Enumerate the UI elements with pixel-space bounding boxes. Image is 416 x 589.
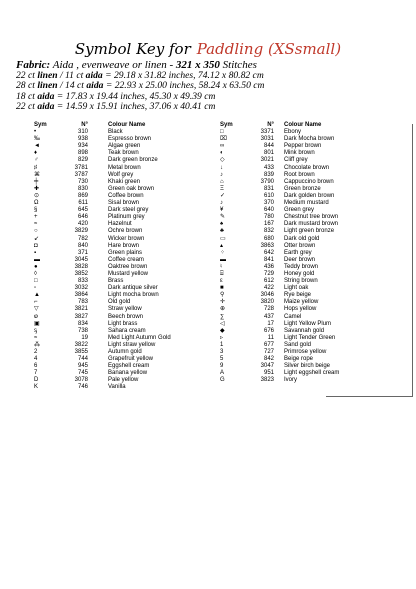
- colour-name: Honey gold: [284, 270, 315, 277]
- key-symbol: ≈: [34, 334, 38, 341]
- key-symbol: ▭: [220, 235, 226, 242]
- colour-name: Light green bronze: [284, 228, 335, 235]
- colour-name: Dark Mocha brown: [284, 136, 335, 143]
- dmc-number: 829: [77, 157, 88, 164]
- dmc-number: 3031: [260, 136, 274, 143]
- key-symbol: ⁘: [220, 249, 226, 256]
- key-symbol: ◆: [220, 327, 225, 334]
- key-symbol: 9: [220, 363, 224, 370]
- colour-name: Camel: [284, 313, 302, 320]
- colour-name: Dark steel grey: [108, 207, 149, 214]
- key-symbol: ▴: [220, 242, 224, 249]
- key-symbol: ⊕: [220, 306, 226, 313]
- colour-name: Black: [108, 129, 123, 136]
- key-symbol: ◁: [220, 320, 225, 327]
- colour-name: Light brass: [108, 320, 138, 327]
- dmc-number: 645: [77, 207, 88, 214]
- key-symbol: 3: [220, 349, 224, 355]
- colour-name: Otter brown: [284, 242, 316, 249]
- dmc-number: 831: [263, 185, 274, 192]
- size-line-post: = 14.59 x 15.91 inches, 37.06 x 40.41 cm: [54, 101, 216, 113]
- key-symbol: ¥: [220, 207, 224, 214]
- colour-name: Maize yellow: [284, 299, 319, 306]
- colour-name: Wolf grey: [108, 171, 134, 178]
- key-symbol: ╪: [34, 178, 39, 185]
- key-symbol: Ξ: [220, 185, 224, 192]
- dmc-number: 3790: [260, 178, 274, 185]
- key-symbol: ⁂: [34, 341, 40, 348]
- dmc-number: 832: [263, 228, 274, 235]
- stitch-count: 321 x 350: [175, 59, 220, 71]
- dmc-number: 680: [263, 235, 274, 242]
- size-line-a: aida: [37, 90, 55, 102]
- colour-name: Green grey: [284, 207, 315, 214]
- key-symbol: ⌧: [220, 136, 227, 143]
- key-symbol: ●: [34, 263, 38, 270]
- key-symbol: ∞: [220, 143, 225, 150]
- fabric-text: Aida , evenweave or linen -: [50, 59, 176, 71]
- dmc-number: 834: [77, 320, 88, 327]
- size-lines: [16, 71, 410, 113]
- key-symbol: ⌐: [34, 299, 38, 306]
- colour-name: Rye beige: [284, 292, 312, 299]
- dmc-number: 3045: [74, 256, 88, 263]
- key-symbol: ♦: [34, 150, 38, 157]
- dmc-number: 3046: [260, 292, 274, 299]
- key-symbol: ⱷ: [34, 313, 38, 320]
- key-symbol: •: [34, 129, 37, 136]
- key-symbol: □: [34, 278, 38, 285]
- key-symbol: ∑: [220, 313, 225, 320]
- size-line-pre: 22 ct: [16, 69, 38, 81]
- colour-name: Sisal brown: [108, 200, 140, 207]
- title-main: Symbol Key for: [74, 40, 191, 58]
- dmc-number: 422: [263, 285, 274, 292]
- key-symbol: ♣: [220, 228, 224, 235]
- key-symbol: ▬: [34, 256, 40, 263]
- dmc-number: 610: [263, 192, 274, 199]
- header-sym: Sym: [34, 122, 47, 128]
- colour-name: Dark mustard brown: [284, 221, 339, 228]
- colour-name: Light straw yellow: [108, 341, 156, 348]
- colour-name: Mustard yellow: [108, 270, 149, 277]
- colour-name: Silver birch beige: [284, 363, 331, 370]
- key-symbol: ‰: [34, 136, 40, 143]
- key-symbol: ◇: [220, 157, 225, 164]
- key-symbol: ✎: [220, 214, 226, 221]
- dmc-number: 640: [263, 207, 274, 214]
- size-line-pre: 18 ct: [16, 90, 38, 102]
- colour-name: Light Tender Green: [284, 334, 336, 341]
- dmc-number: 371: [77, 249, 88, 256]
- dmc-number: 19: [81, 334, 88, 341]
- key-symbol: A: [220, 370, 225, 377]
- key-symbol: ▪: [34, 249, 37, 256]
- stitch-suffix: Stitches: [219, 59, 257, 71]
- dmc-number: 437: [263, 313, 274, 320]
- dmc-number: 938: [77, 136, 88, 143]
- table-frame: [326, 124, 413, 397]
- dmc-number: 3852: [74, 270, 88, 277]
- key-symbol: §: [34, 207, 38, 214]
- dmc-number: 839: [263, 171, 274, 178]
- header-colour-name: Colour Name: [284, 122, 322, 128]
- size-line-post: = 29.18 x 31.82 inches, 74.12 x 80.82 cm: [102, 69, 264, 81]
- colour-name: Pepper brown: [284, 143, 322, 150]
- colour-name: Platinum grey: [108, 214, 145, 221]
- key-symbol: ◊: [34, 270, 37, 277]
- key-symbol: ⌸: [220, 270, 224, 277]
- dmc-number: 738: [77, 327, 88, 334]
- colour-name: Beech brown: [108, 313, 144, 320]
- key-symbol: ▽: [34, 306, 39, 313]
- colour-name: Green bronze: [284, 185, 321, 192]
- key-symbol: ♠: [220, 221, 224, 228]
- colour-name: Earth grey: [284, 249, 312, 256]
- dmc-number: 3781: [74, 164, 88, 171]
- dmc-number: 951: [263, 370, 274, 377]
- colour-name: Brass: [108, 278, 124, 285]
- dmc-number: 744: [77, 356, 88, 363]
- dmc-number: 3047: [260, 363, 274, 370]
- size-line-pre: 28 ct: [16, 80, 38, 92]
- key-symbol: ◘: [34, 242, 38, 249]
- fabric-size-line: [16, 102, 410, 113]
- size-line-a: linen: [37, 80, 58, 92]
- colour-name: Savannah gold: [284, 327, 325, 334]
- colour-name: Chestnut tree brown: [284, 214, 339, 221]
- dmc-number: 833: [77, 278, 88, 285]
- dmc-number: 3863: [260, 242, 274, 249]
- key-symbol: ε: [220, 278, 223, 285]
- colour-name: Teak brown: [108, 150, 139, 157]
- dmc-number: 728: [263, 306, 274, 313]
- colour-name: Cappuccino brown: [284, 178, 334, 185]
- header-number: N°: [267, 122, 274, 128]
- dmc-number: 3828: [74, 263, 88, 270]
- dmc-number: 729: [263, 270, 274, 277]
- dmc-number: 677: [263, 341, 274, 348]
- key-symbol: D: [34, 377, 39, 384]
- key-symbol: ✚: [34, 185, 40, 192]
- colour-name: Mink brown: [284, 150, 315, 157]
- colour-name: Vanilla: [108, 384, 126, 391]
- dmc-number: 3823: [260, 377, 274, 384]
- size-line-a: aida: [37, 101, 55, 113]
- dmc-number: 869: [77, 192, 88, 199]
- key-symbol: 6: [34, 363, 38, 370]
- key-symbol: ♪: [220, 171, 223, 178]
- title-pattern-name: Paddling (XSsmall): [196, 40, 342, 58]
- colour-name: Hazelnut: [108, 221, 132, 228]
- colour-name: Old gold: [108, 299, 131, 306]
- key-symbol: 5: [220, 356, 224, 363]
- key-symbol: G: [220, 377, 225, 384]
- key-symbol: ↓: [220, 164, 223, 171]
- dmc-number: 782: [77, 235, 88, 242]
- colour-name: Espresso brown: [108, 136, 152, 143]
- header-sym: Sym: [220, 122, 233, 128]
- colour-name: Light mocha brown: [108, 292, 159, 299]
- colour-name: Chocolate brown: [284, 164, 330, 171]
- colour-name: Root brown: [284, 171, 315, 178]
- colour-name: Coffee cream: [108, 256, 144, 263]
- dmc-number: 433: [263, 164, 274, 171]
- colour-name: Straw yellow: [108, 306, 142, 313]
- size-line-pre: 22 ct: [16, 101, 38, 113]
- dmc-number: 780: [263, 214, 274, 221]
- dmc-number: 611: [78, 200, 88, 207]
- key-symbol: ⊙: [34, 192, 40, 199]
- key-symbol: 7: [34, 370, 38, 377]
- dmc-number: 840: [77, 242, 88, 249]
- colour-name: Light Yellow Plum: [284, 320, 332, 327]
- colour-name: Light oak: [284, 285, 309, 292]
- header-number: N°: [81, 122, 88, 128]
- colour-name: Green oak brown: [108, 185, 155, 192]
- size-line-post: = 17.83 x 19.44 inches, 45.30 x 49.39 cm: [54, 90, 216, 102]
- dmc-number: 3021: [260, 157, 274, 164]
- key-symbol: 4: [34, 356, 38, 363]
- key-symbol: ᶊ: [34, 327, 37, 334]
- header-colour-name: Colour Name: [108, 122, 146, 128]
- colour-name: Khaki green: [108, 178, 141, 185]
- key-symbol: 2: [34, 349, 38, 355]
- dmc-number: 646: [77, 214, 88, 221]
- dmc-number: 3827: [74, 313, 88, 320]
- colour-name: Light eggshell cream: [284, 370, 340, 377]
- colour-name: Cliff grey: [284, 157, 308, 164]
- key-symbol: ▬: [220, 256, 226, 263]
- key-symbol: K: [34, 384, 39, 391]
- colour-name: Beige rope: [284, 356, 314, 363]
- dmc-number: 3864: [74, 292, 88, 299]
- colour-name: Primrose yellow: [284, 349, 327, 355]
- dmc-number: 830: [77, 185, 88, 192]
- size-line-post: = 22.93 x 25.00 inches, 58.24 x 63.50 cm: [103, 80, 265, 92]
- key-symbol: ■: [220, 285, 224, 292]
- key-symbol: ◄: [34, 143, 40, 150]
- dmc-number: 642: [263, 249, 274, 256]
- dmc-number: 3855: [74, 349, 88, 355]
- dmc-number: 310: [77, 129, 88, 136]
- dmc-number: 3822: [74, 341, 88, 348]
- colour-name: Sand gold: [284, 341, 312, 348]
- key-symbol: ✛: [220, 299, 226, 306]
- dmc-number: 783: [77, 299, 88, 306]
- key-symbol: ♮: [220, 263, 223, 270]
- key-symbol: □: [220, 129, 224, 136]
- fabric-info: [16, 60, 410, 113]
- key-symbol: ⌘: [34, 171, 40, 178]
- key-symbol: ▣: [34, 320, 40, 327]
- key-symbol: ◐: [220, 150, 224, 157]
- key-symbol: ⌂: [220, 178, 224, 185]
- dmc-number: 3829: [74, 228, 88, 235]
- key-symbol: ↙: [34, 235, 40, 242]
- size-line-b: aida: [86, 80, 104, 92]
- key-symbol: ≈: [34, 221, 38, 228]
- colour-name: Autumn gold: [108, 349, 142, 355]
- size-line-b: aida: [85, 69, 103, 81]
- colour-name: Ebony: [284, 129, 302, 136]
- size-line-a: linen: [37, 69, 58, 81]
- dmc-number: 934: [77, 143, 88, 150]
- colour-name: Green plains: [108, 249, 143, 256]
- colour-name: Grapefruit yellow: [108, 356, 154, 363]
- colour-name: Hops yellow: [284, 306, 317, 313]
- key-symbol: ♪: [220, 200, 223, 207]
- colour-name: Dark antique silver: [108, 285, 158, 292]
- colour-name: Pale yellow: [108, 377, 139, 384]
- key-symbol: Ω: [34, 200, 39, 207]
- key-symbol: ♂: [34, 157, 39, 164]
- colour-name: Dark green bronze: [108, 157, 158, 164]
- key-symbol: ○: [34, 228, 38, 235]
- size-line-mid: / 11 ct: [57, 69, 86, 81]
- size-line-mid: / 14 ct: [57, 80, 87, 92]
- colour-name: Hare brown: [108, 242, 140, 249]
- colour-name: Algae green: [108, 143, 141, 150]
- dmc-number: 420: [77, 221, 88, 228]
- colour-name: String brown: [284, 278, 318, 285]
- dmc-number: 3032: [74, 285, 88, 292]
- colour-name: Metal brown: [108, 164, 141, 171]
- dmc-number: 3787: [74, 171, 88, 178]
- colour-name: Ochre brown: [108, 228, 143, 235]
- dmc-number: 167: [263, 221, 274, 228]
- key-symbol: ▹: [220, 334, 224, 341]
- dmc-number: 612: [263, 278, 274, 285]
- key-symbol: +: [34, 214, 38, 221]
- dmc-number: 11: [267, 334, 274, 341]
- key-symbol: ✓: [220, 192, 226, 199]
- colour-name: Oaktree brown: [108, 263, 148, 270]
- colour-name: Banana yellow: [108, 370, 148, 377]
- dmc-number: 676: [263, 327, 274, 334]
- key-symbol: 1: [220, 341, 224, 348]
- dmc-number: 801: [263, 150, 274, 157]
- colour-name: Dark old gold: [284, 235, 320, 242]
- dmc-number: 370: [263, 200, 274, 207]
- dmc-number: 17: [267, 320, 274, 327]
- symbol-key-title: [0, 40, 416, 58]
- key-symbol: ▫: [34, 285, 37, 292]
- key-symbol: ▲: [34, 292, 40, 299]
- dmc-number: 945: [77, 363, 88, 370]
- dmc-number: 3371: [260, 129, 274, 136]
- colour-name: Coffee brown: [108, 192, 144, 199]
- dmc-number: 3078: [74, 377, 88, 384]
- dmc-number: 844: [263, 143, 274, 150]
- dmc-number: 745: [77, 370, 88, 377]
- colour-name: Wicker brown: [108, 235, 145, 242]
- colour-name: Ivory: [284, 377, 298, 384]
- dmc-number: 730: [77, 178, 88, 185]
- dmc-number: 842: [263, 356, 274, 363]
- colour-name: Eggshell cream: [108, 363, 150, 370]
- dmc-number: 727: [263, 349, 274, 355]
- dmc-number: 841: [263, 256, 274, 263]
- dmc-number: 436: [263, 263, 274, 270]
- colour-name: Medium mustard: [284, 200, 329, 207]
- key-symbol: ⚲: [220, 292, 225, 299]
- fabric-label: Fabric:: [16, 59, 51, 71]
- colour-name: Dark golden brown: [284, 192, 335, 199]
- dmc-number: 3820: [260, 299, 274, 306]
- colour-name: Med Light Autumn Gold: [108, 334, 171, 341]
- colour-name: Sahara cream: [108, 327, 146, 334]
- dmc-number: 3821: [74, 306, 88, 313]
- key-symbol: ♯: [34, 164, 37, 171]
- colour-name: Deer brown: [284, 256, 316, 263]
- dmc-number: 746: [77, 384, 88, 391]
- colour-name: Teddy brown: [284, 263, 319, 270]
- dmc-number: 898: [77, 150, 88, 157]
